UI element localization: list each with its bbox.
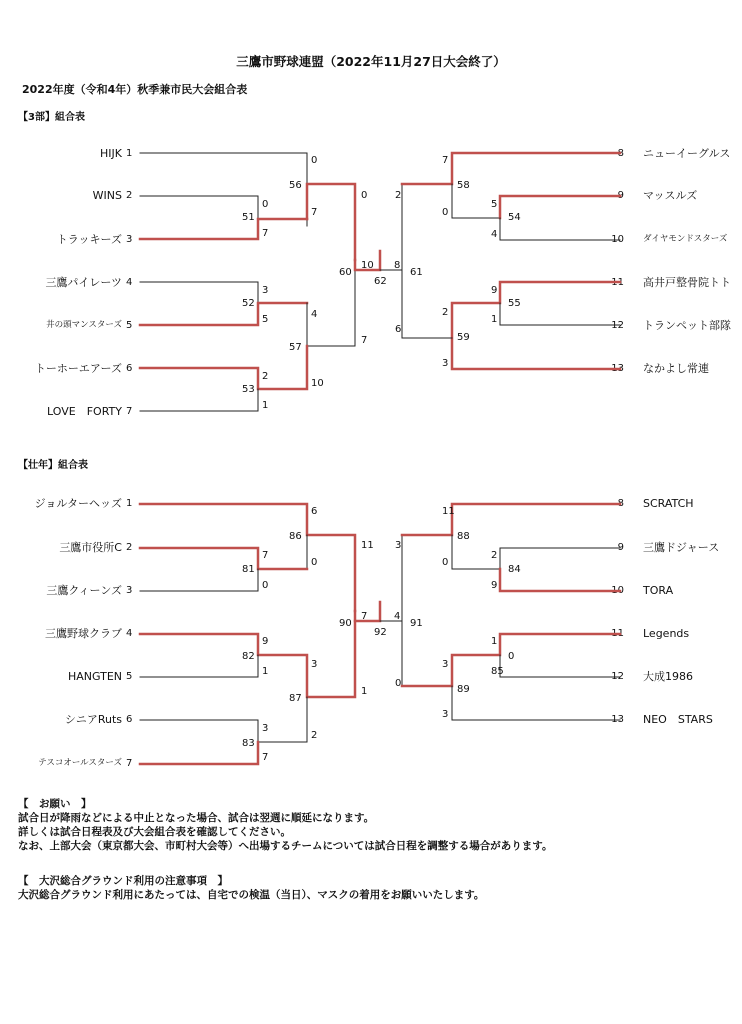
bracket-number: 3 [311,659,318,670]
bracket-number: 9 [491,285,498,296]
bracket-number: 60 [339,267,352,278]
bracket-number: 9 [491,580,498,591]
team-name: SCRATCH [643,497,694,510]
team-name: HIJK [100,147,122,160]
bracket-line [500,655,620,677]
notes-line: なお、上部大会（東京都大会、市町村大会等）へ出場するチームについては試合日程を調整する場合があります。 [18,840,553,852]
team-seed: 12 [611,671,624,682]
bracket-number: 2 [311,730,318,741]
bracket-number: 84 [508,564,521,575]
bracket-number: 56 [289,180,302,191]
bracket-number: 0 [361,190,368,201]
notes-heading: 【 大沢総合グラウンド利用の注意事項 】 [18,875,228,887]
team-name: シニアRuts [64,713,122,726]
bracket-line-winner [140,742,258,764]
team-seed: 4 [126,628,133,639]
bracket-number: 3 [442,709,449,720]
team-name: 三鷹パイレーツ [45,276,122,289]
team-seed: 4 [126,277,133,288]
team-name: なかよし常連 [643,362,709,375]
bracket-number: 4 [311,309,318,320]
bracket-number: 2 [262,371,269,382]
bracket-number: 0 [262,580,269,591]
team-seed: 8 [617,498,624,509]
bracket-number: 7 [361,611,368,622]
team-name: 高井戸整骨院トト [643,276,731,289]
section-sonen-heading: 【壮年】組合表 [18,460,88,471]
bracket-number: 81 [242,564,255,575]
team-name: トーホーエアーズ [34,362,122,375]
bracket-number: 59 [457,332,470,343]
team-seed: 5 [126,671,133,682]
bracket-number: 0 [395,678,402,689]
bracket-number: 91 [410,618,423,629]
bracket-number: 7 [262,752,269,763]
bracket-number: 0 [442,557,449,568]
bracket-number: 0 [311,557,318,568]
bracket-number: 58 [457,180,470,191]
bracket-number: 85 [491,666,504,677]
team-seed: 9 [617,542,624,553]
team-name: ダイヤモンドスターズ [643,234,728,244]
bracket-line [140,153,307,184]
bracket-number: 86 [289,531,302,542]
bracket-number: 3 [395,540,402,551]
bracket-line-winner [355,602,380,621]
team-name: 三鷹野球クラブ [45,627,122,640]
bracket-number: 0 [311,155,318,166]
team-seed: 3 [126,234,133,245]
bracket-number: 3 [442,358,449,369]
bracket-number: 11 [442,506,455,517]
bracket-line-winner [307,184,355,260]
bracket-number: 4 [491,229,498,240]
team-name: テスコオールスターズ [38,758,122,768]
bracket-number: 6 [311,506,318,517]
bracket-number: 53 [242,384,255,395]
bracket-line [307,270,355,346]
bracket-number: 90 [339,618,352,629]
bracket-number: 57 [289,342,302,353]
team-seed: 6 [126,363,133,374]
bracket-line [140,196,258,218]
bracket-number: 10 [361,260,374,271]
bracket-number: 9 [262,636,269,647]
team-seed: 9 [617,190,624,201]
bracket-number: 3 [442,659,449,670]
bracket-line [140,282,258,303]
team-name: 三鷹クィーンズ [46,584,122,597]
team-name: LOVE FORTY [47,405,122,418]
notes-heading: 【 お願い 】 [18,798,92,810]
bracket-line [380,535,452,621]
team-seed: 8 [617,148,624,159]
bracket-line [402,270,452,338]
section-3bu-heading: 【3部】組合表 [18,112,85,123]
team-name: トランペット部隊 [643,319,731,332]
team-name: ニューイーグルス [643,147,731,160]
bracket-number: 62 [374,276,387,287]
bracket-number: 8 [394,260,401,271]
team-seed: 6 [126,714,133,725]
team-seed: 12 [611,320,624,331]
team-name: トラッキーズ [56,233,122,246]
bracket-number: 2 [442,307,449,318]
bracket-number: 1 [491,314,498,325]
bracket-number: 7 [311,207,318,218]
team-seed: 10 [611,234,624,245]
bracket-line [140,569,258,591]
team-name: NEO STARS [643,713,713,726]
team-seed: 11 [611,277,624,288]
team-name: WINS [92,189,122,202]
bracket-number: 2 [395,190,402,201]
bracket-line-winner [402,504,620,535]
team-name: TORA [643,584,674,597]
bracket-line-winner [140,548,307,569]
bracket-number: 1 [262,666,269,677]
team-seed: 11 [611,628,624,639]
team-seed: 10 [611,585,624,596]
team-name: 大成1986 [643,670,693,683]
bracket-number: 0 [508,651,515,662]
team-name: 井の頭マンスターズ [46,320,122,330]
notes-line: 大沢総合グラウンド利用にあたっては、自宅での検温（当日）、マスクの着用をお願いいたします。 [18,889,485,901]
notes-line: 詳しくは試合日程表及び大会組合表を確認してください。 [18,826,291,838]
bracket-number: 1 [491,636,498,647]
bracket-line-winner [402,153,620,184]
team-seed: 7 [126,758,133,769]
bracket-number: 7 [442,155,449,166]
bracket-number: 52 [242,298,255,309]
bracket-line [140,697,307,742]
bracket-number: 3 [262,723,269,734]
bracket-number: 83 [242,738,255,749]
bracket-line [452,686,620,720]
bracket-number: 5 [491,199,498,210]
bracket-number: 55 [508,298,521,309]
bracket-number: 0 [442,207,449,218]
bracket-number: 11 [361,540,374,551]
bracket-line [402,621,452,686]
team-seed: 1 [126,498,133,509]
page-subtitle: 2022年度（令和4年）秋季兼市民大会組合表 [22,83,248,96]
bracket-number: 7 [262,550,269,561]
bracket-number: 51 [242,212,255,223]
bracket-number: 92 [374,627,387,638]
team-name: Legends [643,627,690,640]
bracket-line-winner [140,346,307,389]
bracket-line-winner [140,219,307,239]
bracket-number: 0 [262,199,269,210]
bracket-number: 4 [394,611,401,622]
team-seed: 5 [126,320,133,331]
bracket-line [140,389,258,411]
bracket-line [140,655,258,677]
bracket-number: 54 [508,212,521,223]
team-name: マッスルズ [643,189,698,202]
team-seed: 13 [611,363,624,374]
bracket-number: 7 [262,228,269,239]
bracket-number: 10 [311,378,324,389]
bracket-number: 3 [262,285,269,296]
bracket-number: 88 [457,531,470,542]
bracket-number: 1 [361,686,368,697]
team-seed: 7 [126,406,133,417]
bracket-number: 82 [242,651,255,662]
bracket-number: 1 [262,400,269,411]
bracket-number: 5 [262,314,269,325]
bracket-number: 6 [395,324,402,335]
bracket-number: 89 [457,684,470,695]
team-seed: 13 [611,714,624,725]
bracket-line [380,184,452,270]
team-seed: 2 [126,542,133,553]
bracket-number: 87 [289,693,302,704]
team-name: HANGTEN [67,670,122,683]
team-name: 三鷹市役所C [59,541,122,554]
bracket-line-winner [140,504,355,611]
team-seed: 2 [126,190,133,201]
bracket-number: 61 [410,267,423,278]
team-name: 三鷹ドジャース [643,541,720,554]
bracket-number: 2 [491,550,498,561]
page-title: 三鷹市野球連盟（2022年11月27日大会終了） [236,54,506,69]
bracket-number: 7 [361,335,368,346]
bracket-line-winner [140,303,307,325]
notes-line: 試合日が降雨などによる中止となった場合、試合は翌週に順延になります。 [18,812,375,824]
team-name: ジョルターヘッズ [34,497,122,510]
team-seed: 1 [126,148,133,159]
team-seed: 3 [126,585,133,596]
